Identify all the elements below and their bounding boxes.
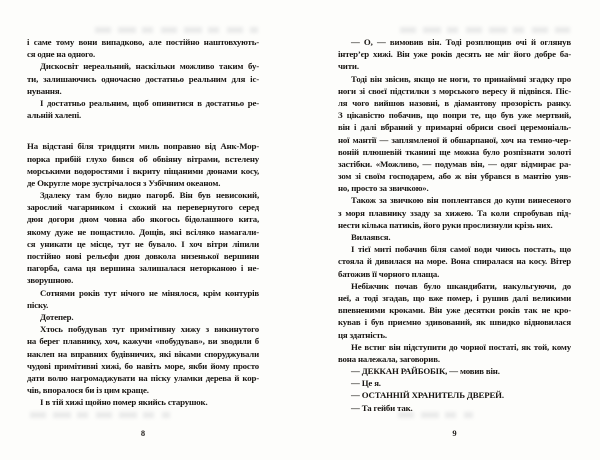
text-line: І достатньо реальним, щоб опинитися в достатньо ре- bbox=[40, 97, 259, 108]
paragraph bbox=[27, 97, 259, 121]
text-line: дати волю нагромаджувати на піску уламки дерева й кор- bbox=[27, 372, 259, 383]
text-line: постійно нові рельєфи дюн довкола низенької вершини bbox=[27, 251, 259, 261]
text-line: Сотнями років тут нічого не мінялося, крім контурів bbox=[40, 287, 259, 298]
text-line: ноги зі своєї підстилки з морського вересу й підвівся. Піс- bbox=[338, 85, 571, 96]
text-line: батожив її чорного плаща. bbox=[338, 268, 440, 279]
bleed-through-artifact bbox=[30, 412, 170, 418]
text-line: З цікавістю побачив, що попри те, що був уже мертвий, bbox=[338, 110, 571, 121]
paragraph bbox=[338, 341, 571, 365]
text-line: Також за звичкою він поплентався до купи винесеного bbox=[351, 195, 571, 206]
text-line: зворушною. bbox=[27, 275, 74, 286]
text-line: стояла й дивилася на море. Вона спиралася на косу. Вітер bbox=[338, 256, 571, 267]
text-line: морськими водоростями і вкриту піщаними дюнами косу, bbox=[27, 165, 259, 176]
text-line: — ДЕККАН РАЙБОБІК, — мовив він. bbox=[351, 366, 500, 377]
text-line: Вилаявся. bbox=[351, 232, 391, 242]
text-line: з моря плавнику ззаду за хижею. Та коли спробував під- bbox=[338, 207, 571, 218]
paragraph bbox=[27, 36, 259, 60]
text-line: Дотепер. bbox=[40, 311, 74, 322]
bleed-through-artifact bbox=[95, 27, 258, 33]
text-line: він і далі вбраний у примарні обриси своєї церемоніаль- bbox=[338, 122, 571, 133]
paragraph bbox=[338, 377, 571, 389]
paragraph bbox=[27, 140, 259, 189]
text-line: зарослий чагарником і схожий на перевернутого серед bbox=[27, 202, 259, 213]
bleed-through-artifact bbox=[400, 27, 570, 33]
text-line: наклеп на вправних будівничих, які віками споруджували bbox=[27, 348, 259, 359]
text-line: — Та гейби так. bbox=[351, 402, 413, 413]
text-line: — О, — вимовив він. Тоді розплющив очі й оглянув bbox=[351, 37, 571, 47]
text-line: на берег плавнику, хоч, кажучи «побудував», ви зводили б bbox=[27, 336, 259, 347]
text-line: І в тій хижі щойно помер якийсь старушок. bbox=[40, 397, 208, 408]
text-line: но, просто за звичкою». bbox=[338, 183, 429, 194]
paragraph bbox=[27, 287, 259, 311]
text-line: якому дуже не пощастило. Дощів, які всіляко намагали- bbox=[27, 226, 259, 237]
paragraph bbox=[338, 280, 571, 341]
text-line: І тієї миті побачив біля самої води чиюсь постать, що bbox=[351, 244, 571, 255]
text-line: чів, впоралося би із цим краще. bbox=[27, 385, 149, 396]
paragraph bbox=[338, 36, 571, 73]
text-line: інтер’єр хижі. Він уже років десять не міг його добре ба- bbox=[338, 49, 571, 60]
text-line: нести кілька патиків, його руки прослизнули крізь них. bbox=[338, 219, 553, 230]
text-line: ної мантії — заплямленої й обшарпаної, хоч на темно-чер- bbox=[338, 134, 571, 145]
text-line: Тоді він звісив, якщо не ноги, то принаймні згадку про bbox=[351, 73, 571, 84]
paragraph bbox=[27, 323, 259, 396]
text-line: — ОСТАННІЙ ХРАНИТЕЛЬ ДВЕРЕЙ. bbox=[351, 390, 504, 401]
text-line: і саме тому вони випадково, але постійно наштовхують- bbox=[27, 37, 259, 47]
page-number-left: 8 bbox=[140, 428, 146, 438]
text-line: дюн догори дном човна або якогось бідолашного кита, bbox=[27, 214, 259, 225]
text-line: чудові примітивні хижі, бо навіть море, якби йому просто bbox=[27, 360, 259, 371]
text-line: ця здатність. bbox=[338, 329, 387, 340]
text-line: Здалеку там було видно пагорб. Він був невисокий, bbox=[40, 190, 259, 201]
page-left-text-column bbox=[27, 36, 259, 408]
text-line: воній плюшевій тканині ще можна було розпізнати золоті bbox=[338, 146, 571, 157]
text-line: порка прибій глухо бився об обвіяну вітрами, встелену bbox=[27, 153, 259, 164]
text-line: застібки. «Можливо, — подумав він, — одяг відмирає ра- bbox=[338, 158, 571, 169]
text-line: Не встиг він підступити до чорної постаті, як той, кому bbox=[351, 341, 571, 352]
text-line: піску. bbox=[27, 299, 49, 310]
page-right-text-column bbox=[338, 36, 571, 414]
paragraph bbox=[338, 389, 571, 401]
page-number-right: 9 bbox=[452, 428, 457, 438]
text-line: зом зі своїм господарем, або ж він убрався в мантію уяв- bbox=[338, 171, 571, 182]
text-line: На відстані біля тридцяти миль поправно від Анк-Мор- bbox=[27, 141, 259, 152]
text-line: де Округле море зустрічалося з Узбічним океаном. bbox=[27, 177, 221, 188]
paragraph bbox=[338, 365, 571, 377]
text-line: Дискосвіт нереальний, наскільки можливо таким бу- bbox=[40, 61, 259, 72]
text-line: Хтось побудував тут примітивну хижу з викинутого bbox=[40, 324, 259, 335]
text-line: Небіжчик почав було шкандибати, накульгуючи, до bbox=[351, 280, 571, 291]
text-line: кував і був приємно здивований, як швидко відновилася bbox=[338, 317, 571, 328]
text-line: пагорба, сама ця вершина залишалася неторканою і не- bbox=[27, 263, 259, 274]
text-line: — Це я. bbox=[351, 378, 381, 389]
paragraph bbox=[338, 194, 571, 231]
text-line: ся уникати це місце, тут не бувало. І хоч вітри ліпили bbox=[27, 238, 259, 249]
text-line: ся одне на одного. bbox=[27, 49, 96, 60]
paragraph bbox=[27, 189, 259, 287]
text-line: ти, залишаючись одночасно достатньо реальним для іс- bbox=[27, 73, 259, 84]
paragraph bbox=[338, 231, 571, 243]
text-line: ля чого вийшов назовні, в діамантову прозорість ранку. bbox=[338, 97, 571, 108]
paragraph bbox=[27, 60, 259, 97]
text-line: неї, а тоді згадав, що вже помер, і рушив далі великими bbox=[338, 292, 571, 303]
text-line: впевненими кроками. Він уже десятки років так не кро- bbox=[338, 305, 571, 316]
paragraph bbox=[338, 73, 571, 195]
paragraph bbox=[27, 396, 259, 408]
paragraph bbox=[338, 243, 571, 280]
text-line: чити. bbox=[338, 61, 359, 72]
paragraph bbox=[338, 402, 571, 414]
text-line: нування. bbox=[27, 85, 62, 96]
text-line: вона належала, заговорив. bbox=[338, 353, 440, 364]
paragraph bbox=[27, 311, 259, 323]
text-line: альній халепі. bbox=[27, 110, 82, 121]
